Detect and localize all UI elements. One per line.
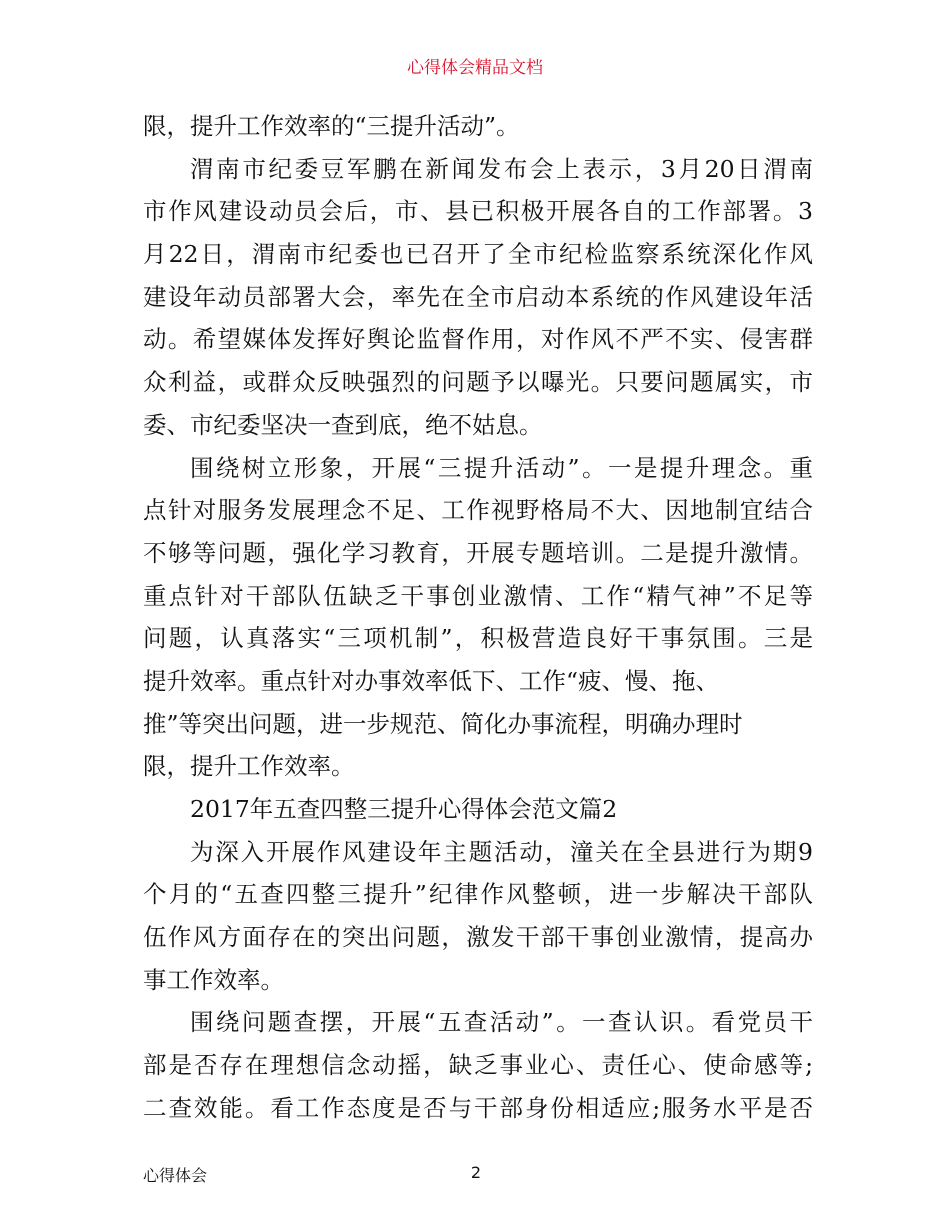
text-line: 提升效率。重点针对办事效率低下、工作“疲、慢、拖、 xyxy=(143,666,720,695)
document-body xyxy=(143,105,813,1130)
text-line: 月22日，渭南市纪委也已召开了全市纪检监察系统深化作风 xyxy=(143,240,813,269)
text-line: 众利益，或群众反映强烈的问题予以曝光。只要问题属实，市 xyxy=(143,368,813,397)
text-line: 不够等问题，强化学习教育，开展专题培训。二是提升激情。 xyxy=(143,538,813,567)
text-line: 推”等突出问题，进一步规范、简化办事流程，明确办理时 xyxy=(143,709,743,738)
text-line: 市作风建设动员会后，市、县已积极开展各自的工作部署。3 xyxy=(143,197,813,226)
text-line: 围绕树立形象，开展“三提升活动”。一是提升理念。重 xyxy=(190,453,813,482)
text-line: 围绕问题查摆，开展“五查活动”。一查认识。看党员干 xyxy=(190,1008,813,1037)
text-line: 限，提升工作效率的“三提升活动”。 xyxy=(143,112,520,140)
page-number: 2 xyxy=(470,1163,482,1182)
text-line: 建设年动员部署大会，率先在全市启动本系统的作风建设年活 xyxy=(143,282,813,311)
text-line: 动。希望媒体发挥好舆论监督作用，对作风不严不实、侵害群 xyxy=(143,325,813,354)
text-line: 委、市纪委坚决一查到底，绝不姑息。 xyxy=(143,410,543,439)
footer-label: 心得体会 xyxy=(143,1166,208,1185)
page-header-title: 心得体会精品文档 xyxy=(407,58,543,78)
text-line: 个月的“五查四整三提升”纪律作风整顿，进一步解决干部队 xyxy=(143,880,813,909)
text-line: 问题，认真落实“三项机制”，积极营造良好干事氛围。三是 xyxy=(143,624,813,653)
text-line: 部是否存在理想信念动摇，缺乏事业心、责任心、使命感等; xyxy=(143,1051,813,1080)
text-line: 限，提升工作效率。 xyxy=(143,752,355,781)
text-line: 伍作风方面存在的突出问题，激发干部干事创业激情，提高办 xyxy=(143,923,813,952)
text-line: 重点针对干部队伍缺乏干事创业激情、工作“精气神”不足等 xyxy=(143,581,813,610)
text-line: 渭南市纪委豆军鹏在新闻发布会上表示，3月20日渭南 xyxy=(190,154,813,183)
text-line: 二查效能。看工作态度是否与干部身份相适应;服务水平是否 xyxy=(143,1093,813,1122)
text-line: 点针对服务发展理念不足、工作视野格局不大、因地制宜结合 xyxy=(143,496,813,525)
text-line: 为深入开展作风建设年主题活动，潼关在全县进行为期9 xyxy=(190,837,813,866)
text-line: 事工作效率。 xyxy=(143,965,284,994)
text-line: 2017年五查四整三提升心得体会范文篇2 xyxy=(190,795,618,823)
